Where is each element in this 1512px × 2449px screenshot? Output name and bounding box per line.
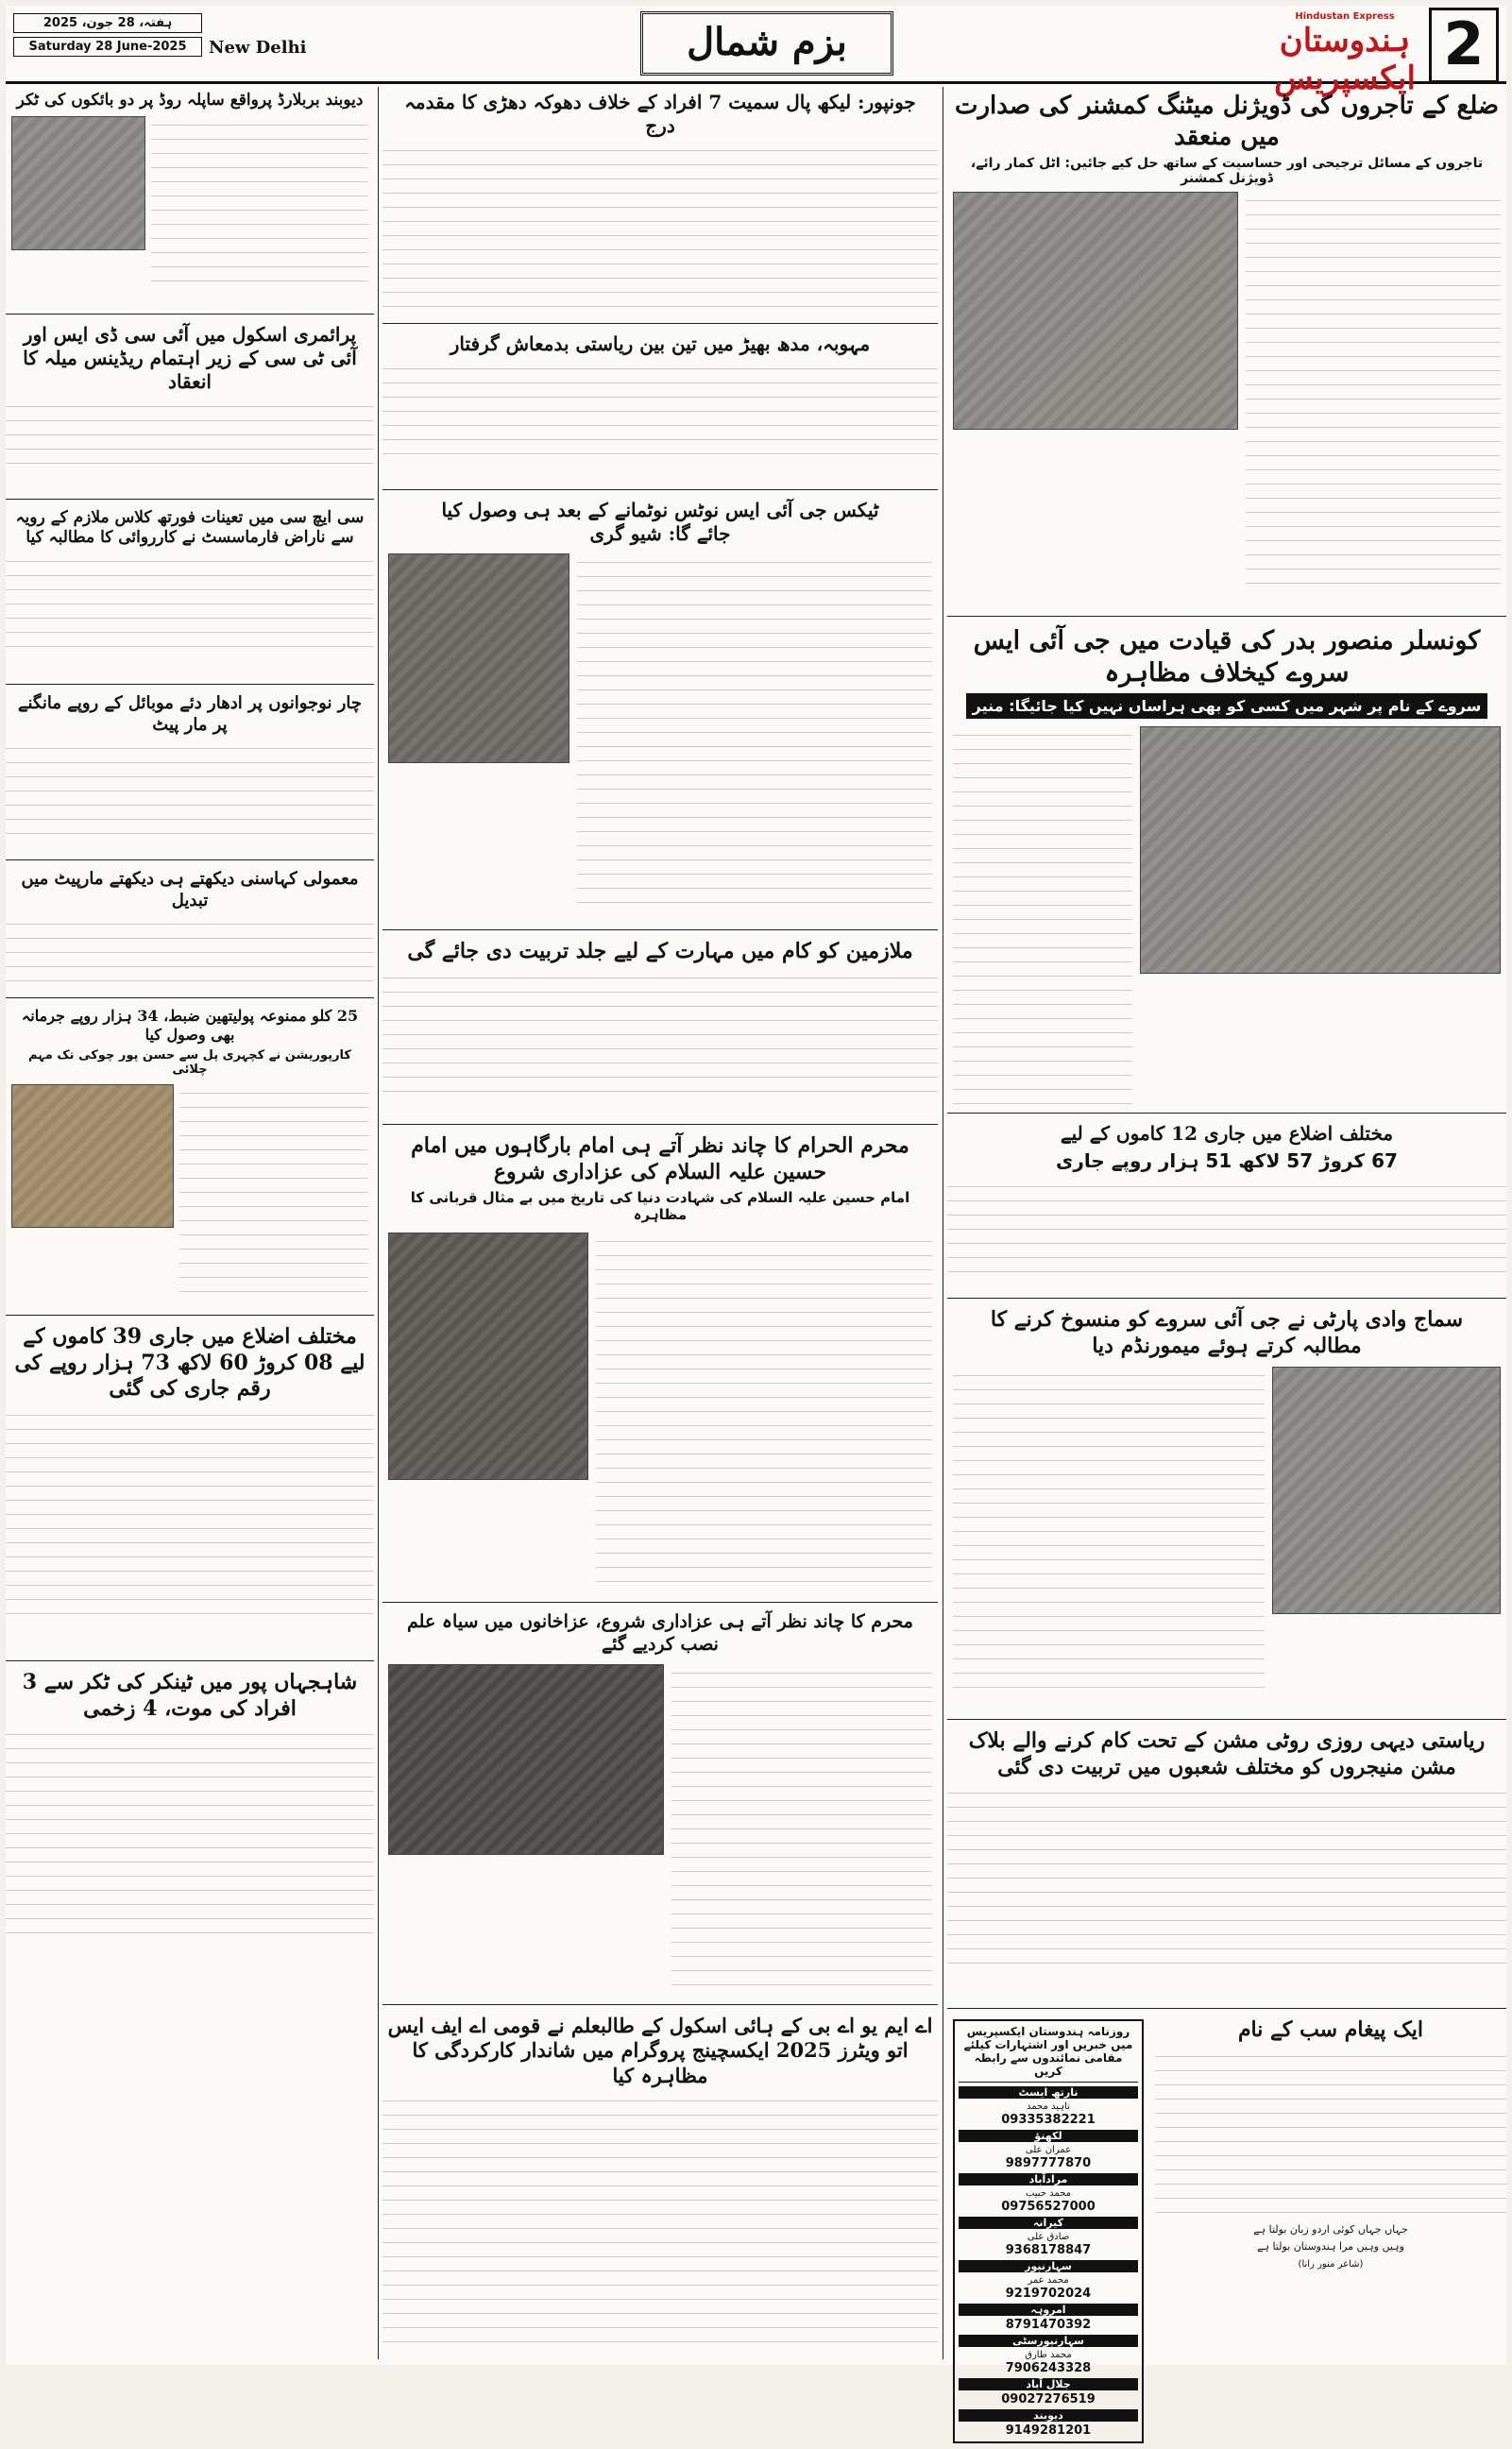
article-text [1155, 2048, 1506, 2218]
subheadline: تاجروں کے مسائل ترجیحی اور حساسیت کے ساتھ حل کیے جائیں: اٹل کمار رائے، ڈویژنل کمشنر [970, 156, 1484, 186]
headline: اے ایم یو اے بی کے ہائی اسکول کے طالبعلم نے قومی اے ایف ایس اتو ویٹرز 2025 ایکسچینج پروگرام میں شاندار کارکردگی کا مظاہرہ کیا [387, 2014, 933, 2087]
article-gis-tax[interactable] [382, 495, 938, 930]
headline: مہوبہ، مدھ بھیڑ میں تین بین ریاستی بدمعاش گرفتار [450, 332, 871, 355]
shop-photo [11, 1084, 174, 1228]
meeting-photo [953, 192, 1238, 430]
article-muharram-alam[interactable] [382, 1607, 938, 2005]
article-polythene-seized[interactable] [6, 1003, 374, 1316]
date-english: Saturday 28 June-2025 [13, 37, 202, 57]
headline: مختلف اضلاع میں جاری 39 کاموں کے لیے 08 کروڑ 60 لاکھ 73 ہزار روپے کی رقم جاری کی گئی [14, 1324, 365, 1401]
article-gis-protest[interactable] [947, 621, 1506, 1114]
article-text [947, 1784, 1506, 1973]
article-quarrel-fight[interactable] [6, 865, 374, 998]
article-deoband-bike-collision[interactable] [6, 87, 374, 315]
memorandum-photo [1272, 1367, 1501, 1614]
article-text [577, 553, 932, 903]
headline: کونسلر منصور بدر کی قیادت میں جی آئی ایس سروے کیخلاف مظاہرہ [973, 626, 1481, 688]
article-chc-pharmacist[interactable] [6, 504, 374, 685]
directory-name: صادق علی [1027, 2232, 1070, 2242]
poem-block [1155, 2218, 1506, 2276]
left-column [6, 87, 374, 2359]
headline: ٹیکس جی آئی ایس نوٹس نوٹمانے کے بعد ہی وصول کیا جائے گا: شیو گری [441, 499, 879, 545]
headline: شاہجہاں پور میں ٹینکر کی ٹکر سے 3 افراد کی موت، 4 زخمی [22, 1670, 358, 1721]
directory-city: دیوبند [959, 2409, 1138, 2422]
article-text [953, 726, 1132, 1104]
article-text [947, 1178, 1506, 1272]
article-text [382, 2092, 938, 2347]
subheadline: امام حسین علیہ السلام کی شہادت دنیا کی تاریخ میں بے مثال قربانی کا مظاہرہ [410, 1189, 910, 1223]
headline: سماج وادی پارٹی نے جی آئی سروے کو منسوخ کرنے کا مطالبہ کرتے ہوئے میمورنڈم دیا [990, 1307, 1464, 1358]
directory-title: روزنامہ ہندوستان ایکسپریس میں خبریں اور اشتہارات کیلئے مقامی نمائندوں سے رابطہ کریں [959, 2025, 1138, 2083]
masthead-english: Hindustan Express [1295, 11, 1395, 22]
newspaper-page [6, 6, 1506, 2438]
headline: ریاستی دیہی روزی روٹی مشن کے تحت کام کرنے والے بلاک مشن منیجروں کو مختلف شعبوں میں تربیت دی گئی [968, 1728, 1486, 1779]
article-text [6, 915, 374, 991]
portrait-photo [388, 553, 569, 763]
directory-city: کیرانہ [959, 2217, 1138, 2229]
directory-phone[interactable]: 8791470392 [1005, 2318, 1092, 2332]
date-block [13, 13, 202, 60]
middle-column [382, 87, 938, 2359]
masthead-logo [1265, 11, 1425, 97]
headline: جونپور: لیکھ پال سمیت 7 افراد کے خلاف دھوکہ دھڑی کا مقدمہ درج [404, 91, 916, 137]
article-text [382, 142, 938, 312]
article-funds-12-works[interactable] [947, 1118, 1506, 1299]
azakhana-photo [388, 1664, 664, 1855]
article-text [953, 1367, 1265, 1688]
directory-name: محمد عمر [1028, 2275, 1069, 2286]
directory-city: مرادآباد [959, 2173, 1138, 2185]
directory-phone[interactable]: 09335382221 [1001, 2113, 1096, 2127]
article-shahjahanpur-tanker[interactable] [6, 1666, 374, 1978]
headline: محرم کا چاند نظر آتے ہی عزاداری شروع، عزاخانوں میں سیاہ علم نصب کردیے گئے [407, 1611, 913, 1655]
directory-phone[interactable]: 9149281201 [1005, 2423, 1092, 2438]
article-text [6, 1726, 374, 1933]
article-text [6, 553, 374, 647]
poem-credit: (شاعر منور رانا) [1298, 2258, 1364, 2270]
article-sp-memorandum[interactable] [947, 1303, 1506, 1720]
poem-line-1: جہاں جہاں کوئی اردو زبان بولتا ہے [1253, 2222, 1408, 2236]
article-text [179, 1084, 368, 1301]
article-text [6, 1406, 374, 1614]
right-column [947, 87, 1506, 2438]
hospital-photo [11, 116, 145, 250]
article-muharram-imambargah[interactable] [382, 1130, 938, 1603]
directory-name: ناہید محمد [1027, 2101, 1070, 2112]
article-jaunpur-fraud[interactable] [382, 87, 938, 324]
directory-phone[interactable]: 9368178847 [1005, 2243, 1092, 2257]
article-text [382, 969, 938, 1092]
protest-photo [1140, 726, 1501, 974]
headline: پرائمری اسکول میں آئی سی ڈی ایس اور آئی ٹی سی کے زیر اہتمام ریڈینس میلہ کا انعقاد [23, 323, 357, 393]
directory-city: سہارنپور [959, 2260, 1138, 2272]
article-mission-managers-training[interactable] [947, 1725, 1506, 2009]
directory-city: نارتھ ایسٹ [959, 2086, 1138, 2099]
directory-phone[interactable]: 09027276519 [1001, 2392, 1096, 2406]
article-text [596, 1233, 932, 1591]
article-text [671, 1664, 932, 1985]
edition-city: New Delhi [209, 38, 307, 58]
headline: معمولی کہاسنی دیکھتے ہی دیکھتے مارپیٹ میں تبدیل [21, 869, 359, 910]
subheadline: 67 کروڑ 57 لاکھ 51 ہزار روپے جاری [1056, 1149, 1398, 1172]
article-text [6, 398, 374, 473]
article-amu-exchange[interactable] [382, 2010, 938, 2359]
directory-phone[interactable]: 7906243328 [1005, 2361, 1092, 2375]
headline: چار نوجوانوں پر ادھار دئے موبائل کے روپے مانگنے پر مار پیٹ [17, 693, 363, 735]
headline: ایک پیغام سب کے نام [1237, 2017, 1424, 2042]
directory-name: محمد حبیب [1025, 2188, 1072, 2199]
directory-phone[interactable]: 9219702024 [1005, 2287, 1092, 2301]
directory-city: لکھنؤ [959, 2130, 1138, 2142]
article-mobile-loan-assault[interactable] [6, 689, 374, 860]
masthead-urdu: ہندوستان ایکسپریس [1274, 22, 1416, 97]
poem-line-2: وہیں وہیں مرا ہندوستان بولتا ہے [1257, 2240, 1404, 2253]
page-header [6, 6, 1506, 97]
article-divisional-meeting[interactable] [947, 87, 1506, 617]
subheadline-banner: سروے کے نام پر شہر میں کسی کو بھی ہراساں نہیں کیا جائیگا: منیر [966, 693, 1487, 719]
headline: ضلع کے تاجروں کی ڈویژنل میٹنگ کمشنر کی صدارت میں منعقد [954, 92, 1500, 151]
article-primary-school-mela[interactable] [6, 319, 374, 500]
headline: 25 کلو ممنوعہ پولیتھین ضبط، 34 ہزار روپے جرمانہ بھی وصول کیا [21, 1007, 359, 1044]
directory-city: امروہہ [959, 2304, 1138, 2316]
page-number: 2 [1429, 8, 1499, 83]
article-funds-39-works[interactable] [6, 1320, 374, 1661]
headline: دیوبند بربلارڈ پرواقع ساپلہ روڈ پر دو بائکوں کی ٹکر [16, 91, 364, 110]
headline: مختلف اضلاع میں جاری 12 کاموں کے لیے [1060, 1122, 1394, 1145]
headline: ملازمین کو کام میں مہارت کے لیے جلد تربیت دی جائے گی [407, 939, 913, 963]
directory-name: محمد طارق [1025, 2350, 1072, 2360]
procession-photo [388, 1233, 588, 1480]
article-mahoba-arrest[interactable] [382, 329, 938, 490]
reporters-directory [953, 2019, 1144, 2443]
article-text [6, 740, 374, 834]
directory-city: سہارنپورسٹی [959, 2335, 1138, 2347]
section-title: بزم شمال [640, 11, 893, 76]
article-text [1246, 192, 1501, 588]
article-text [151, 116, 368, 286]
directory-entries [959, 2086, 1138, 2438]
directory-name: عمران علی [1025, 2145, 1072, 2155]
article-message-for-all[interactable] [947, 2014, 1506, 2438]
headline: سی ایچ سی میں تعینات فورتھ کلاس ملازم کے رویہ سے ناراض فارماسسٹ نے کارروائی کا مطالبہ کیا [15, 508, 365, 548]
subheadline: کارپوریشن نے کچہری پل سے حسن پور چوکی تک مہم چلائی [27, 1048, 351, 1077]
article-text [382, 360, 938, 464]
directory-phone[interactable]: 9897777870 [1005, 2156, 1092, 2170]
headline: محرم الحرام کا چاند نظر آتے ہی امام بارگاہوں میں امام حسین علیہ السلام کی عزاداری شروع [411, 1133, 909, 1184]
directory-city: جلال آباد [959, 2378, 1138, 2390]
article-staff-training[interactable] [382, 935, 938, 1125]
directory-phone[interactable]: 09756527000 [1001, 2200, 1096, 2214]
column-divider [378, 87, 379, 2359]
date-urdu: ہفتہ، 28 جون، 2025 [13, 13, 202, 33]
